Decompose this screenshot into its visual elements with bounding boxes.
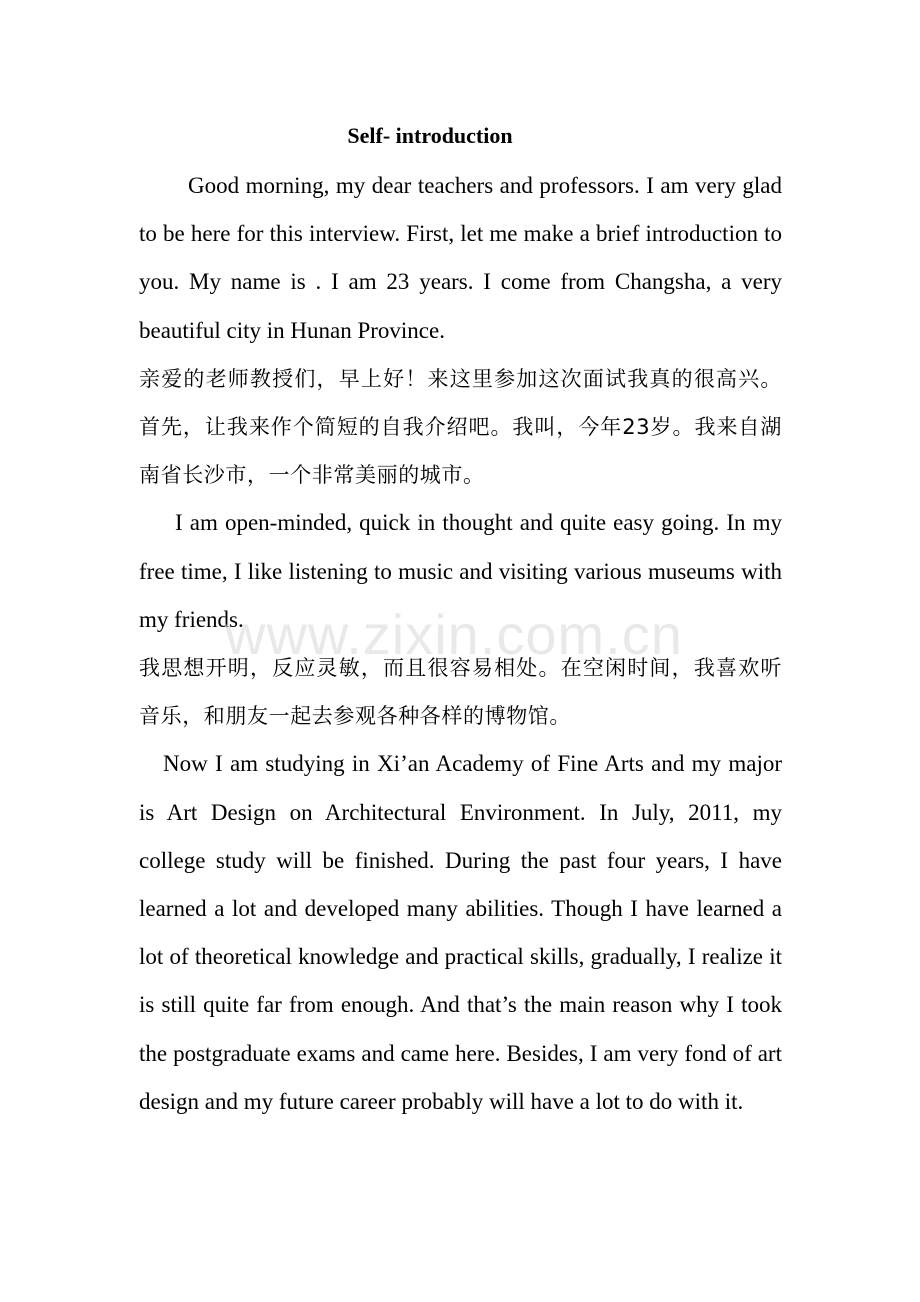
paragraph-english-studies: Now I am studying in Xi’an Academy of Fine Arts and my major is Art Design on Architectural Environment. In July, 2011, my college study will be finished. During the past four years, I have learned a lot and developed many abilities. Though I have learned a lot of theoretical knowledge and practical skills, gradually, I realize it is still quite far from enough. And that’s the main reason why I took the postgraduate exams and came here. Besides, I am very fond of art design and my future career probably will have a lot to do with it. — [139, 751, 782, 1114]
paragraph-chinese-personality: 我思想开明，反应灵敏，而且很容易相处。在空闲时间，我喜欢听音乐，和朋友一起去参观各种各样的博物馆。 — [139, 656, 782, 729]
paragraph-english-intro: Good morning, my dear teachers and professors. I am very glad to be here for this interview. First, let me make a brief introduction to you. My name is . I am 23 years. I come from Changsha, a very beautiful city in Hunan Province. — [139, 173, 782, 343]
paragraph-chinese-intro: 亲爱的老师教授们，早上好！来这里参加这次面试我真的很高兴。首先，让我来作个简短的自我介绍吧。我叫，今年23岁。我来自湖南省长沙市，一个非常美丽的城市。 — [139, 366, 782, 488]
document-body — [139, 162, 782, 1126]
document-title: Self- introduction — [347, 123, 513, 148]
watermark-text: www.zixin.com.cn — [225, 603, 683, 666]
paragraph-english-personality: I am open-minded, quick in thought and quite easy going. In my free time, I like listening to music and visiting various museums with my friends. — [139, 510, 782, 632]
